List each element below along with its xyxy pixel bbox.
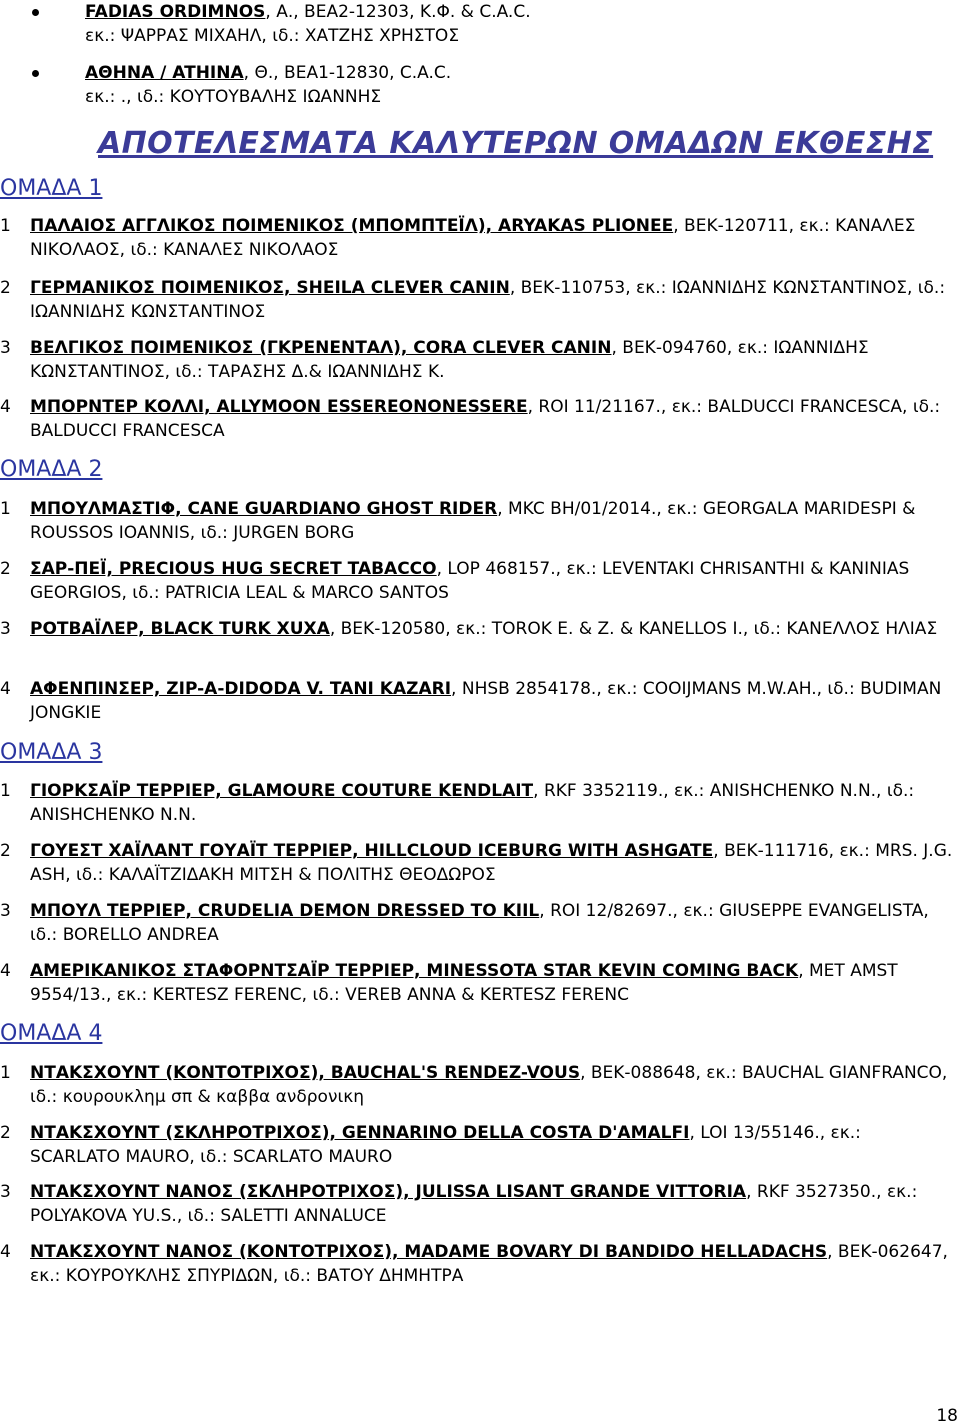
entry-dog-name: ΝΤΑΚΣΧΟΥΝΤ (ΣΚΛΗΡΟΤΡΙΧΟΣ), GENNARINO DELLA COSTA D'AMALFI: [30, 1123, 690, 1143]
entry-details: , ROI 11/21167., εκ.: BALDUCCI FRANCESCA, ιδ.: BALDUCCI FRANCESCA: [30, 397, 941, 441]
entry-rank: 1: [0, 499, 11, 519]
result-entry: [0, 1240, 955, 1288]
result-entry: [0, 677, 955, 725]
entry-details: , MKC BH/01/2014., εκ.: GEORGALA MARIDESPI & ROUSSOS IOANNIS, ιδ.: JURGEN BORG: [30, 499, 916, 543]
entry-details: , ΒΕΚ-094760, εκ.: ΙΩΑΝΝΙΔΗΣ ΚΩΝΣΤΑΝΤΙΝΟΣ, ιδ.: ΤΑΡΑΣΗΣ Δ.& ΙΩΑΝΝΙΔΗΣ Κ.: [30, 338, 869, 382]
entry-dog-name: ΓΕΡΜΑΝΙΚΟΣ ΠΟΙΜΕΝΙΚΟΣ, SHEILA CLEVER CANIN: [30, 278, 510, 298]
entry-dog-name: ΝΤΑΚΣΧΟΥΝΤ ΝΑΝΟΣ (ΚΟΝΤΟΤΡΙΧΟΣ), MADAME BOVARY DI BANDIDO HELLADACHS: [30, 1242, 828, 1262]
results-title: ΑΠΟΤΕΛΕΣΜΑΤΑ ΚΑΛΥΤΕΡΩΝ ΟΜΑΔΩΝ ΕΚΘΕΣΗΣ: [98, 126, 934, 161]
entry-dog-name: ΜΠΟΥΛΜΑΣΤΙΦ, CANE GUARDIANO GHOST RIDER: [30, 499, 498, 519]
entry-details: , LOP 468157., εκ.: LEVENTAKI CHRISANTHI & KANINIAS GEORGIOS, ιδ.: PATRICIA LEAL & MARCO SANTOS: [30, 559, 910, 603]
result-entry: [0, 839, 955, 887]
entry-details: , RKF 3352119., εκ.: ANISHCHENKO N.N., ιδ.: ANISHCHENKO N.N.: [30, 781, 915, 825]
entry-details: , NHSB 2854178., εκ.: COOIJMANS M.W.AH., ιδ.: BUDIMAN JONGKIE: [30, 679, 942, 723]
result-entry: [0, 276, 955, 324]
entry-details: , ΒΕΚ-062647, εκ.: ΚΟΥΡΟΥΚΛΗΣ ΣΠΥΡΙΔΩΝ, ιδ.: ΒΑΤΟΥ ΔΗΜΗΤΡΑ: [30, 1242, 948, 1286]
bullet-dog-name: ΑΘΗΝΑ / ATHINA: [85, 63, 244, 83]
entry-details: , RKF 3527350., εκ.: POLYAKOVA YU.S., ιδ.: SALETTI ANNALUCE: [30, 1182, 918, 1226]
entry-dog-name: ΒΕΛΓΙΚΟΣ ΠΟΙΜΕΝΙΚΟΣ (ΓΚΡΕΝΕΝΤΑΛ), CORA CLEVER CANIN: [30, 338, 612, 358]
entry-dog-name: ΣΑΡ-ΠΕΪ, PRECIOUS HUG SECRET TABACCO: [30, 559, 437, 579]
result-entry: [0, 214, 955, 262]
header-bullet-list: [30, 0, 930, 109]
entry-rank: 3: [0, 1182, 11, 1202]
result-entry: [0, 1121, 955, 1169]
entry-rank: 2: [0, 841, 11, 861]
entry-rank: 4: [0, 679, 11, 699]
entry-details: , MET AMST 9554/13., εκ.: KERTESZ FERENC, ιδ.: VEREB ANNA & KERTESZ FERENC: [30, 961, 898, 1005]
result-entry: [0, 899, 955, 947]
entry-dog-name: ΑΜΕΡΙΚΑΝΙΚΟΣ ΣΤΑΦΟΡΝΤΣΑΪΡ ΤΕΡΡΙΕΡ, MINESSOTA STAR KEVIN COMING BACK: [30, 961, 799, 981]
bullet-details: , Α., ΒΕΑ2-12303, Κ.Φ. & C.A.C.: [265, 2, 531, 22]
entry-details: , ΒΕΚ-111716, εκ.: MRS. J.G. ASH, ιδ.: ΚΑΛΑΪΤΖΙΔΑΚΗ ΜΙΤΣΗ & ΠΟΛΙΤΗΣ ΘΕΟΔΩΡΟΣ: [30, 841, 953, 885]
entry-dog-name: ΜΠΟΡΝΤΕΡ ΚΟΛΛΙ, ALLYMOON ESSEREONONESSERE: [30, 397, 528, 417]
entry-rank: 1: [0, 781, 11, 801]
entry-details: , ΒΕΚ-120711, εκ.: ΚΑΝΑΛΕΣ ΝΙΚΟΛΑΟΣ, ιδ.: ΚΑΝΑΛΕΣ ΝΙΚΟΛΑΟΣ: [30, 216, 916, 260]
entry-dog-name: ΝΤΑΚΣΧΟΥΝΤ ΝΑΝΟΣ (ΣΚΛΗΡΟΤΡΙΧΟΣ), JULISSA LISANT GRANDE VITTORIA: [30, 1182, 747, 1202]
result-entry: [0, 497, 955, 545]
entry-dog-name: ΡΟΤΒΑΪΛΕΡ, BLACK TURK XUXA: [30, 619, 330, 639]
entry-details: , ΒΕΚ-120580, εκ.: TOROK E. & Z. & KANELLOS I., ιδ.: ΚΑΝΕΛΛΟΣ ΗΛΙΑΣ: [329, 619, 938, 639]
result-entry: [0, 557, 955, 605]
entry-dog-name: ΠΑΛΑΙΟΣ ΑΓΓΛΙΚΟΣ ΠΟΙΜΕΝΙΚΟΣ (ΜΠΟΜΠΤΕΪΛ), ARYAKAS PLIONEE: [30, 216, 674, 236]
group-title: ΟΜΑΔΑ 4: [0, 1021, 103, 1046]
entry-rank: 1: [0, 216, 11, 236]
bullet-owners: εκ.: ΨΑΡΡΑΣ ΜΙΧΑΗΛ, ιδ.: ΧΑΤΖΗΣ ΧΡΗΣΤΟΣ: [85, 26, 460, 46]
result-entry: [0, 1180, 955, 1228]
result-entry: [0, 336, 955, 384]
bullet-dog-name: FADIAS ORDIMNOS: [85, 2, 266, 22]
result-entry: [0, 617, 955, 641]
entry-dog-name: ΓΙΟΡΚΣΑΪΡ ΤΕΡΡΙΕΡ, GLAMOURE COUTURE KENDLAIT: [30, 781, 534, 801]
entry-rank: 2: [0, 559, 11, 579]
result-entry: [0, 395, 955, 443]
entry-details: , ROI 12/82697., εκ.: GIUSEPPE EVANGELISTA, ιδ.: BORELLO ANDREA: [30, 901, 929, 945]
entry-dog-name: ΜΠΟΥΛ ΤΕΡΡΙΕΡ, CRUDELIA DEMON DRESSED TO KIIL: [30, 901, 540, 921]
bullet-item: [30, 0, 930, 48]
entry-rank: 2: [0, 278, 11, 298]
entry-rank: 4: [0, 1242, 11, 1262]
entry-rank: 4: [0, 961, 11, 981]
entry-rank: 1: [0, 1063, 11, 1083]
entry-rank: 2: [0, 1123, 11, 1143]
entry-dog-name: ΝΤΑΚΣΧΟΥΝΤ (ΚΟΝΤΟΤΡΙΧΟΣ), BAUCHAL'S RENDEZ-VOUS: [30, 1063, 581, 1083]
bullet-owners: εκ.: ., ιδ.: ΚΟΥΤΟΥΒΑΛΗΣ ΙΩΑΝΝΗΣ: [85, 87, 382, 107]
result-entry: [0, 779, 955, 827]
entry-details: , LOI 13/55146., εκ.: SCARLATO MAURO, ιδ.: SCARLATO MAURO: [30, 1123, 861, 1167]
entry-rank: 3: [0, 619, 11, 639]
result-entry: [0, 959, 955, 1007]
result-entry: [0, 1061, 955, 1109]
entry-dog-name: ΓΟΥΕΣΤ ΧΑΪΛΑΝΤ ΓΟΥΑΪΤ ΤΕΡΡΙΕΡ, HILLCLOUD ICEBURG WITH ASHGATE: [30, 841, 714, 861]
entry-details: , ΒΕΚ-088648, εκ.: BAUCHAL GIANFRANCO, ιδ.: κουρουκλημ σπ & καββα ανδρονικη: [30, 1063, 948, 1107]
group-title: ΟΜΑΔΑ 3: [0, 740, 103, 765]
entry-dog-name: ΑΦΕΝΠΙΝΣΕΡ, ZIP-A-DIDODA V. TANI KAZARI: [30, 679, 452, 699]
entry-details: , ΒΕΚ-110753, εκ.: ΙΩΑΝΝΙΔΗΣ ΚΩΝΣΤΑΝΤΙΝΟΣ, ιδ.: ΙΩΑΝΝΙΔΗΣ ΚΩΝΣΤΑΝΤΙΝΟΣ: [30, 278, 946, 322]
bullet-item: [30, 61, 930, 109]
bullet-details: , Θ., ΒΕΑ1-12830, C.A.C.: [243, 63, 452, 83]
entry-rank: 3: [0, 338, 11, 358]
group-title: ΟΜΑΔΑ 1: [0, 176, 103, 201]
page-number: 18: [936, 1406, 958, 1426]
entry-rank: 3: [0, 901, 11, 921]
group-title: ΟΜΑΔΑ 2: [0, 457, 103, 482]
entry-rank: 4: [0, 397, 11, 417]
